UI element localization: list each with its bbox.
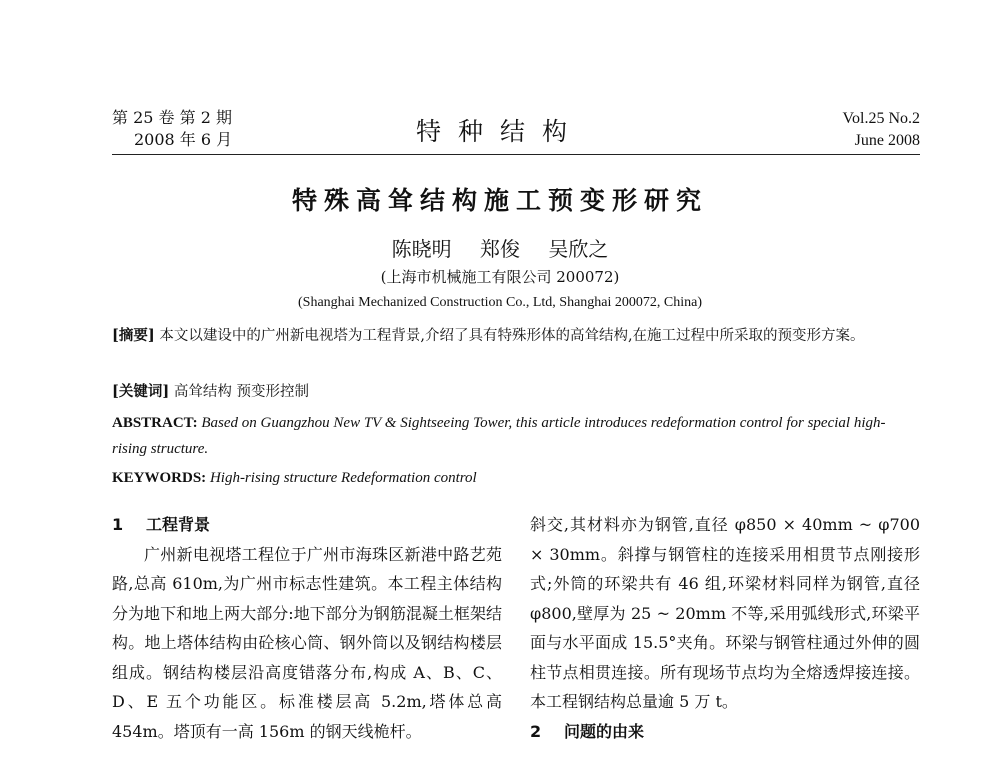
abstract-cn-label: [摘要] (112, 327, 155, 344)
keywords-en-text: High-rising structure Redeformation control (209, 470, 477, 486)
header-rule (112, 154, 920, 155)
keywords-cn-label: [关键词] (112, 383, 170, 400)
section-number: 2 (530, 721, 542, 741)
author: 吴欣之 (548, 237, 609, 261)
keywords-cn (112, 379, 920, 405)
article-title: 特殊高耸结构施工预变形研究 (291, 186, 708, 215)
publication-date-en: June 2008 (854, 132, 920, 149)
left-column (112, 510, 502, 746)
abstract-en-label: ABSTRACT: (112, 415, 198, 431)
author: 陈晓明 (391, 237, 452, 261)
abstract-cn-text: 本文以建设中的广州新电视塔为工程背景,介绍了具有特殊形体的高耸结构,在施工过程中所采取的预变形方案。 (159, 328, 865, 344)
abstract-en (112, 410, 920, 462)
affiliation-en: (Shanghai Mechanized Construction Co., Ltd, Shanghai 200072, China) (298, 295, 702, 310)
keywords-en-label: KEYWORDS: (112, 470, 207, 486)
author-list (0, 233, 1000, 262)
body-paragraph: 斜交,其材料亦为钢管,直径 φ850 × 40mm ~ φ700 × 30mm。斜撑与钢管柱的连接采用相贯节点刚接形式;外筒的环梁共有 46 组,环梁材料同样为钢管,直径 φ800,壁厚为 25 ~ 20mm 不等,采用弧线形式,环梁平面与水平面成 15.5°夹角。环梁与钢管柱通过外伸的圆柱节点相贯连接。所有现场节点均为全熔透焊接连接。本工程钢结构总量逾 5 万 t。 (530, 515, 920, 711)
header-volume-info-en (780, 108, 920, 152)
section-heading (112, 510, 502, 540)
volume-issue: 第 25 卷 第 2 期 (112, 108, 232, 127)
volume-issue-en: Vol.25 No.2 (842, 110, 920, 127)
body-paragraph: 广州新电视塔工程位于广州市海珠区新港中路艺苑路,总高 610m,为广州市标志性建筑。本工程主体结构分为地下和地上两大部分:地下部分为钢筋混凝土框架结构。地上塔体结构由砼核心筒、钢外筒以及钢结构楼层组成。钢结构楼层沿高度错落分布,构成 A、B、C、D、E 五个功能区。标准楼层高 5.2m,塔体总高 454m。塔顶有一高 156m 的钢天线桅杆。 (112, 544, 502, 741)
section-title: 问题的由来 (564, 721, 645, 741)
section-heading (530, 717, 920, 747)
section-title: 工程背景 (146, 515, 211, 534)
abstract-en-text: Based on Guangzhou New TV & Sightseeing Tower, this article introduces redeformation control for special high-rising structure. (112, 415, 886, 457)
publication-date-cn: 2008 年 6 月 (134, 130, 233, 149)
section-number: 1 (112, 515, 124, 534)
right-column (530, 510, 920, 746)
affiliation-cn: (上海市机械施工有限公司 200072) (380, 268, 620, 286)
journal-name: 特种结构 (415, 117, 584, 146)
keywords-en (112, 465, 920, 491)
keywords-cn-text: 高耸结构 预变形控制 (173, 384, 309, 400)
abstract-cn (112, 323, 920, 349)
author: 郑俊 (480, 237, 520, 261)
